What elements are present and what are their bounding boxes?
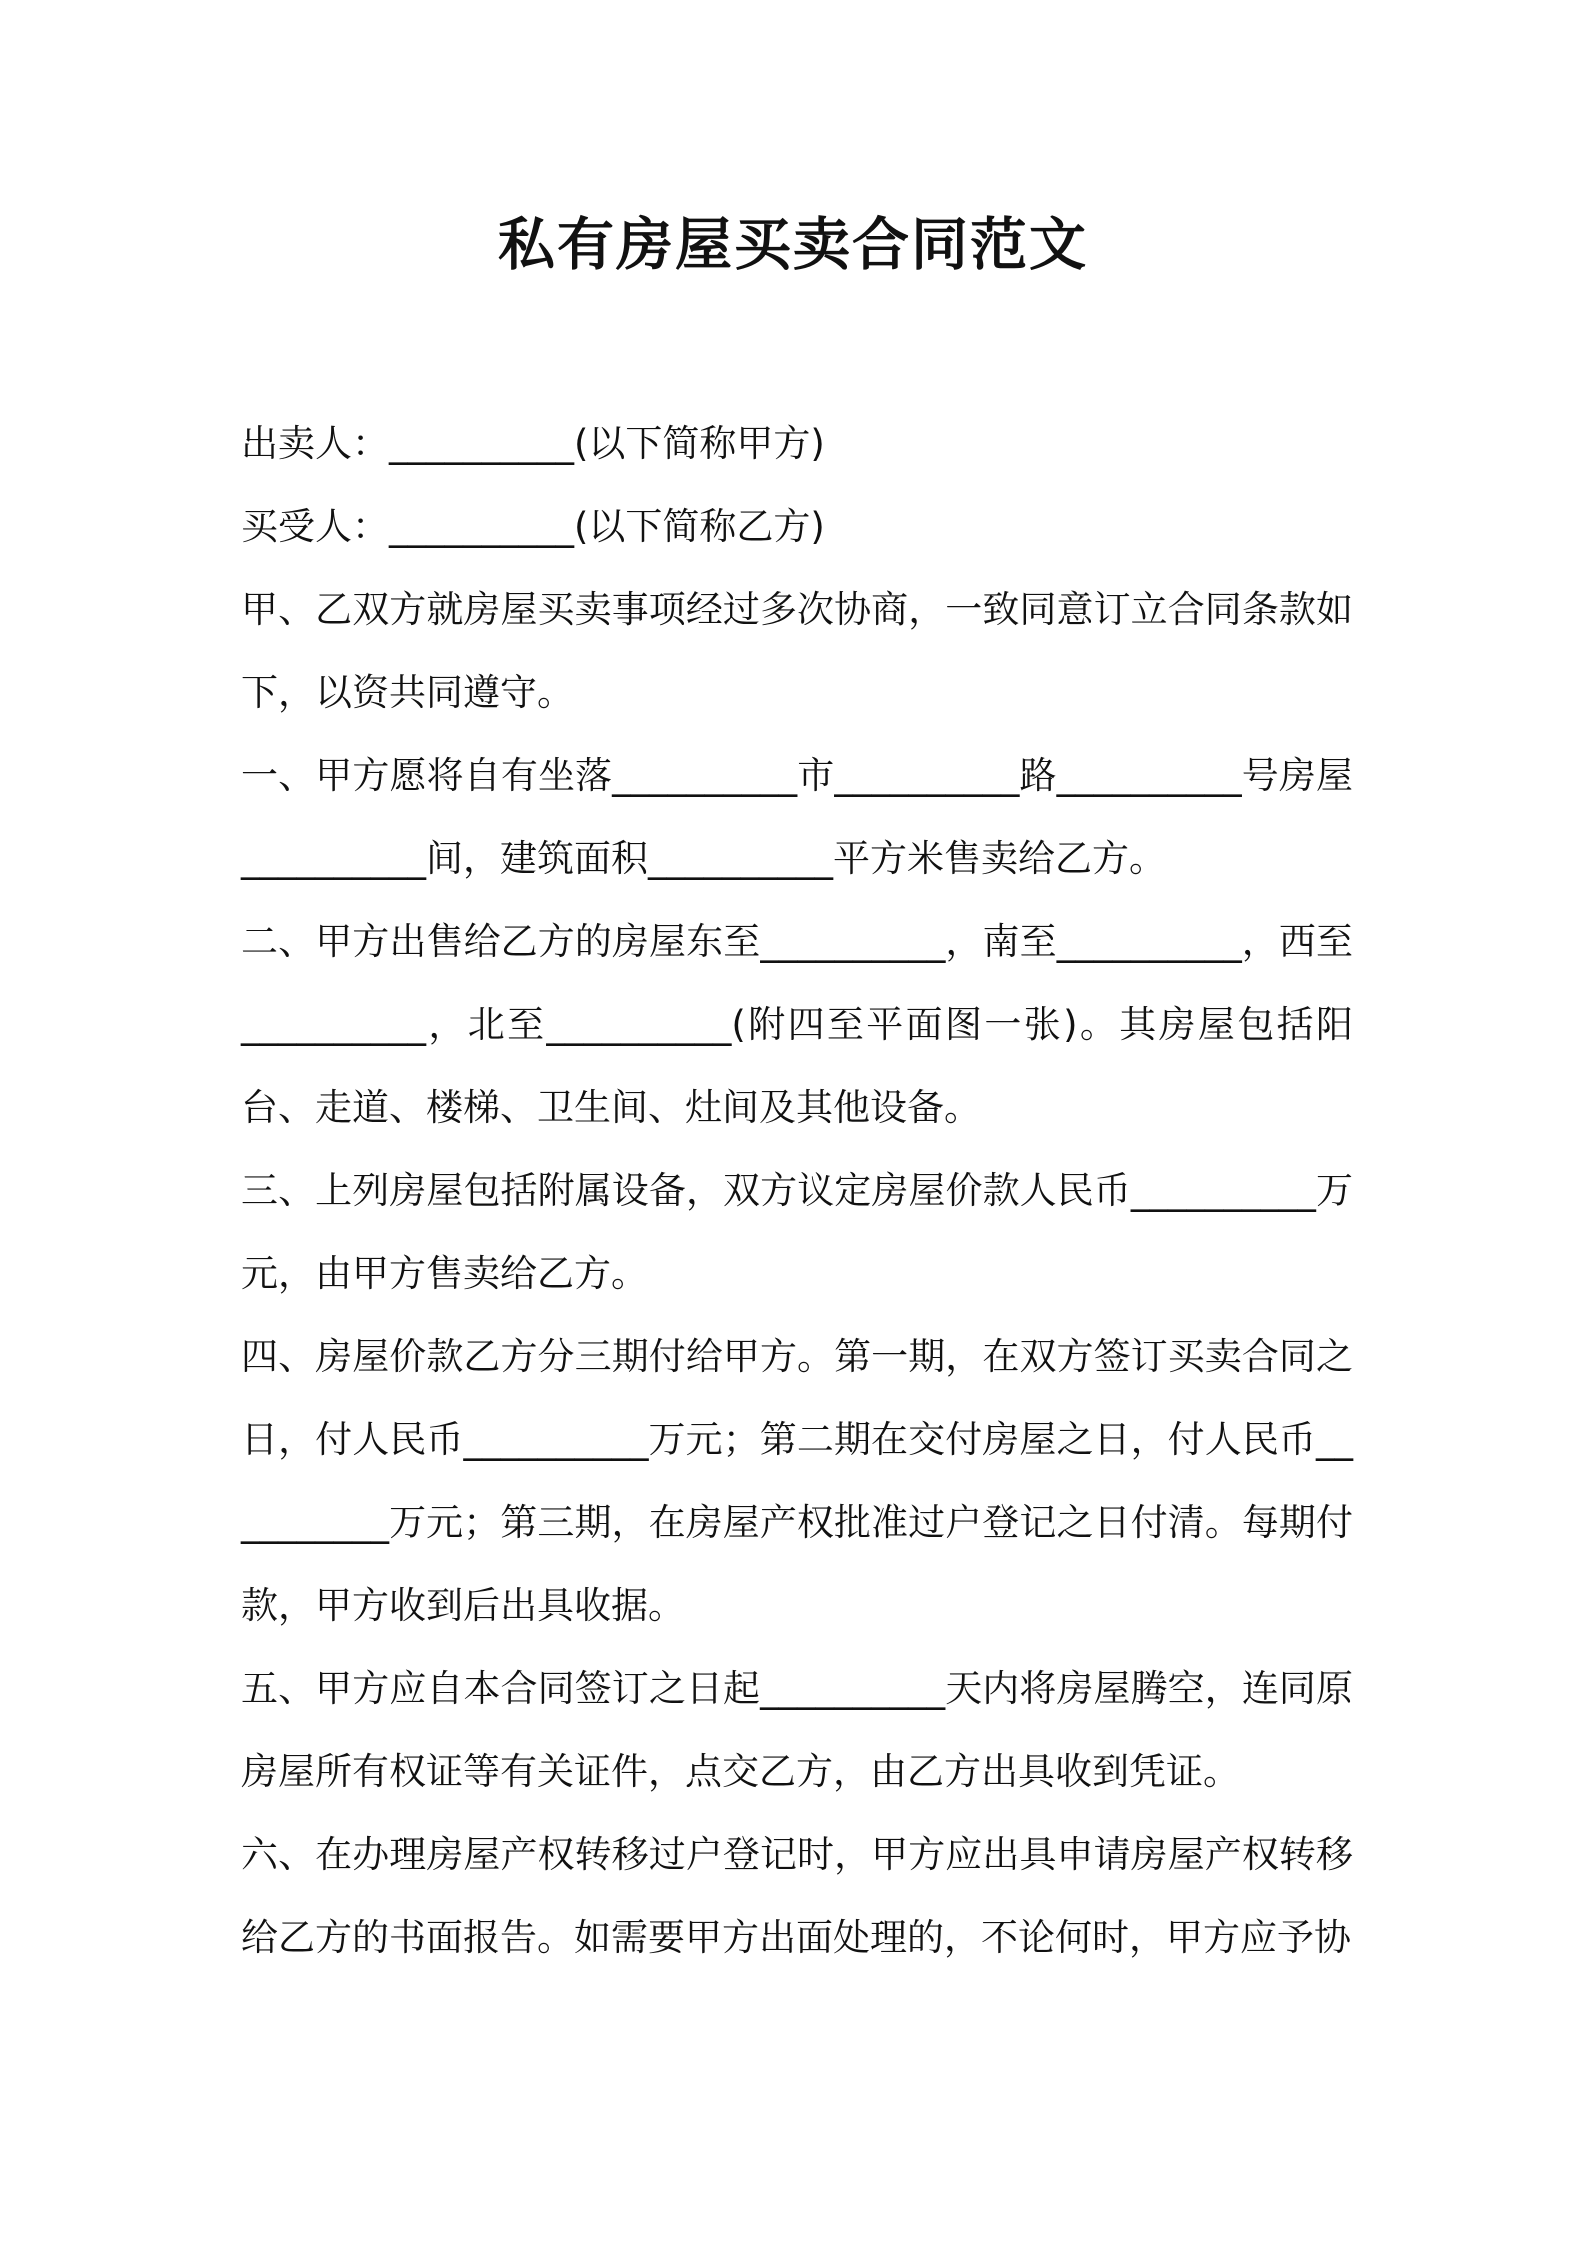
document-title: 私有房屋买卖合同范文 — [498, 212, 1088, 278]
document-body — [241, 402, 1353, 1979]
clause-4: 四、房屋价款乙方分三期付给甲方。第一期，在双方签订买卖合同之日，付人民币__________万元；第二期在交付房屋之日，付人民币__________万元；第三期，在房屋产权批准过户登记之日付清。每期付款，甲方收到后出具收据。 — [241, 1335, 1353, 1627]
clause-1: 一、甲方愿将自有坐落__________市__________路__________号房屋__________间，建筑面积__________平方米售卖给乙方。 — [241, 754, 1353, 880]
clause-3: 三、上列房屋包括附属设备，双方议定房屋价款人民币__________万元，由甲方售卖给乙方。 — [241, 1169, 1353, 1295]
clause-5: 五、甲方应自本合同签订之日起__________天内将房屋腾空，连同原房屋所有权证等有关证件，点交乙方，由乙方出具收到凭证。 — [241, 1667, 1353, 1793]
preamble-paragraph: 甲、乙双方就房屋买卖事项经过多次协商，一致同意订立合同条款如下，以资共同遵守。 — [241, 588, 1353, 714]
seller-line: 出卖人：__________(以下简称甲方) — [241, 422, 825, 465]
clause-2: 二、甲方出售给乙方的房屋东至__________，南至__________，西至__________，北至__________(附四至平面图一张)。其房屋包括阳台、走道、楼梯、卫生间、灶间及其他设备。 — [241, 920, 1353, 1129]
buyer-line: 买受人：__________(以下简称乙方) — [241, 505, 825, 548]
clause-6: 六、在办理房屋产权转移过户登记时，甲方应出具申请房屋产权转移给乙方的书面报告。如需要甲方出面处理的，不论何时，甲方应予协 — [241, 1833, 1353, 1959]
